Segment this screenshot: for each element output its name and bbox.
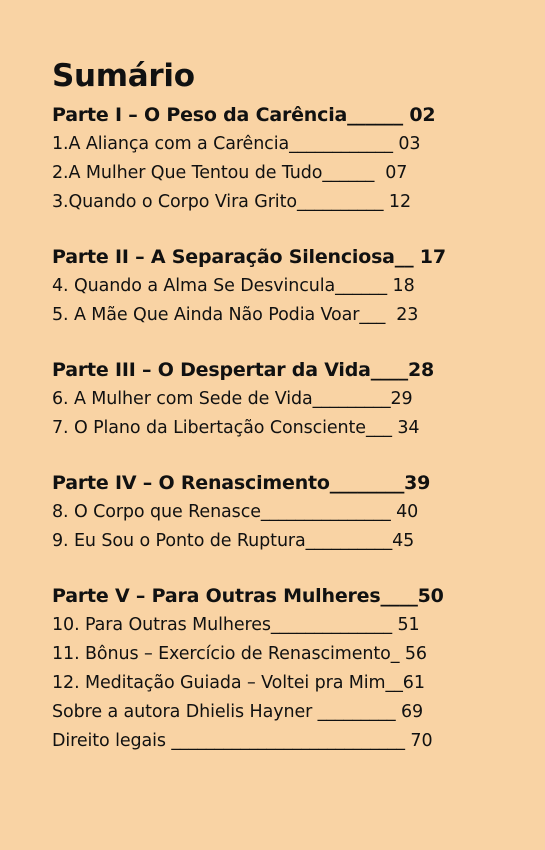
- part-1: [52, 100, 532, 217]
- toc-entry: 1.A Aliança com a Carência____________ 03: [52, 134, 421, 154]
- part-2: [52, 242, 532, 330]
- part-4: [52, 468, 532, 556]
- toc-entry: 3.Quando o Corpo Vira Grito__________ 12: [52, 192, 411, 212]
- page-title: Sumário: [52, 58, 195, 94]
- part-3: [52, 355, 532, 443]
- toc-entry: 11. Bônus – Exercício de Renascimento_ 56: [52, 644, 427, 664]
- part-5: [52, 581, 532, 756]
- toc-entry: Direito legais ___________________________ 70: [52, 731, 433, 751]
- part-heading: Parte V – Para Outras Mulheres____50: [52, 585, 444, 607]
- toc-entry: 5. A Mãe Que Ainda Não Podia Voar___ 23: [52, 305, 419, 325]
- toc-entry: 8. O Corpo que Renasce_______________ 40: [52, 502, 419, 522]
- toc-entry: Sobre a autora Dhielis Hayner _________ 69: [52, 702, 424, 722]
- toc-entry: 10. Para Outras Mulheres______________ 51: [52, 615, 420, 635]
- toc-entry: 7. O Plano da Libertação Consciente___ 34: [52, 418, 420, 438]
- toc-entry: 9. Eu Sou o Ponto de Ruptura__________45: [52, 531, 415, 551]
- part-heading: Parte II – A Separação Silenciosa__ 17: [52, 246, 446, 268]
- toc-entry: 6. A Mulher com Sede de Vida_________29: [52, 389, 413, 409]
- toc-entry: 2.A Mulher Que Tentou de Tudo______ 07: [52, 163, 408, 183]
- toc-entry: 4. Quando a Alma Se Desvincula______ 18: [52, 276, 415, 296]
- part-heading: Parte I – O Peso da Carência______ 02: [52, 104, 436, 126]
- toc-entry: 12. Meditação Guiada – Voltei pra Mim__61: [52, 673, 425, 693]
- part-heading: Parte III – O Despertar da Vida____28: [52, 359, 434, 381]
- table-of-contents: [52, 56, 532, 756]
- part-heading: Parte IV – O Renascimento________39: [52, 472, 431, 494]
